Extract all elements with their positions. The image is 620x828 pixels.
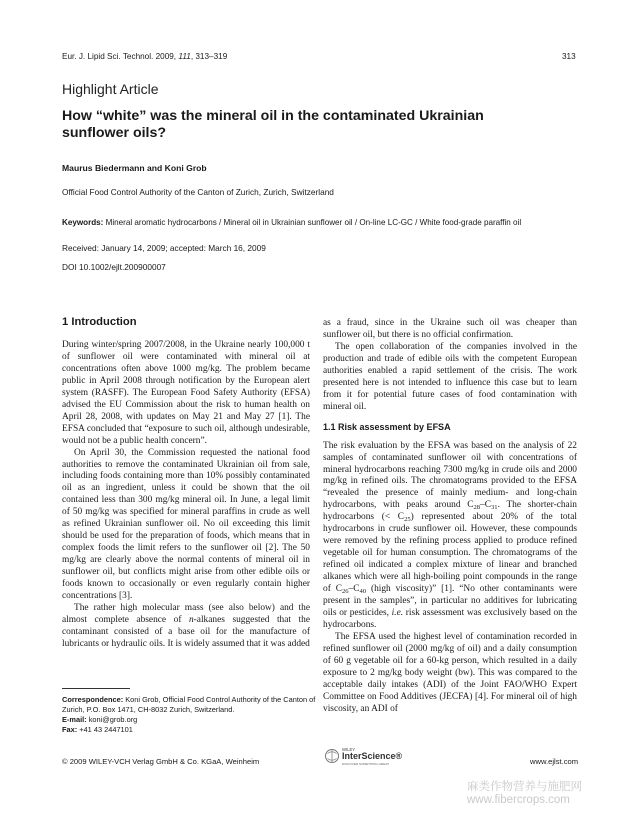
svg-text:DISCOVER SOMETHING GREAT: DISCOVER SOMETHING GREAT bbox=[342, 762, 390, 766]
journal-website[interactable]: www.ejlst.com bbox=[530, 757, 579, 766]
journal-citation: Eur. J. Lipid Sci. Technol. 2009, 111, 313–319 bbox=[62, 52, 228, 61]
watermark: 麻类作物营养与施肥网 www.fibercrops.com bbox=[467, 781, 582, 806]
affiliation: Official Food Control Authority of the Canton of Zurich, Zurich, Switzerland bbox=[62, 187, 334, 197]
email-link[interactable]: koni@grob.org bbox=[86, 715, 138, 724]
keywords: Keywords: Mineral aromatic hydrocarbons / Mineral oil in Ukrainian sunflower oil / On-line LC-GC / White food-grade paraffin oil bbox=[62, 218, 522, 227]
authors: Maurus Biedermann and Koni Grob bbox=[62, 163, 207, 173]
wiley-interscience-logo bbox=[324, 744, 416, 768]
paragraph: On April 30, the Commission requested the national food authorities to remove the contaminated Ukrainian oil from sale, including foods containing more than 10% possibly contaminated oil as an ingredient, unless it could be shown that the oil contained less than 300 mg/kg mineral oil. In June, a legal limit of 50 mg/kg was specified for mineral paraffins in crude as well as refined Ukrainian sunflower oil. No oil exceeding this limit should be used for the preparation of foods, which means that in complex foods the limit refers to the sunflower oil [2]. The 50 mg/kg are clearly above the normal contents of mineral oil in sunflower oil, but conflicts might arise from other edible oils or foods known to occasionally or even regularly contain higher concentrations [3]. bbox=[62, 447, 310, 602]
footnote-rule bbox=[62, 688, 130, 689]
paragraph: The risk evaluation by the EFSA was based on the analysis of 22 samples of contaminated sunflower oil with concentrations of mineral hydrocarbons reaching 7300 mg/kg in crude oils and 2000 mg/kg in refined oils. The chromatograms provided to the EFSA “revealed the presence of mainly medium- and long-chain hydrocarbons, with peaks around $C_{28}-C_{31}$. The shorter-chain hydrocarbons (< $C_{25}$) represented about 20% of the total hydrocarbons in crude sunflower oil. However, these compounds were removed by the refining process applied to produce refined vegetable oil for human consumption. The chromatograms of the refined oil indicated a complex mixture of linear and branched alkanes which were all high-boiling point compounds in the range of $C_{26}-C_{40}$ (high viscosity)” [1]. “No other contaminants were present in the samples”, in particular no additives for lubricating oils or pesticides, i.e. risk assessment was exclusively based on the hydrocarbons. bbox=[323, 440, 578, 630]
correspondence: Correspondence: Koni Grob, Official Food Control Authority of the Canton of Zurich, P.O. Box 1471, CH-8032 Zurich, Switzerland. E-mail: koni@grob.org Fax: +41 43 2447101 bbox=[62, 695, 316, 734]
copyright: © 2009 WILEY-VCH Verlag GmbH & Co. KGaA, Weinheim bbox=[62, 757, 260, 766]
section-heading-introduction: 1 Introduction bbox=[62, 316, 137, 328]
paragraph: The open collaboration of the companies involved in the production and trade of edible oils with the competent European authorities enabled a rapid settlement of the crisis. The work presented here is not intended to influence this case but to learn from it for potential future cases of food contamination with mineral oil. bbox=[323, 341, 577, 412]
journal-volume: 111 bbox=[178, 52, 191, 61]
paragraph: During winter/spring 2007/2008, in the Ukraine nearly 100,000 t of sunflower oil were contaminated with mineral oil at concentrations often above 1000 mg/kg. The problem became public in April 2008 through notification by the European alert system (RASFF). The European Food Safety Authority (EFSA) advised the EU Commission about the risk to human health on April 28, 2008, with updates on May 21 and May 27 [1]. The EFSA concluded that “exposure to such oil, although undesirable, would not be a public health concern”. bbox=[62, 340, 310, 446]
paragraph: The EFSA used the highest level of contamination recorded in refined sunflower oil (2000 mg/kg of oil) and a daily consumption of 60 g vegetable oil for a 60-kg person, which resulted in a daily exposure to 2 mg/kg body weight (bw). This was compared to the acceptable daily intakes (ADI) of the Joint FAO/WHO Expert Committee on Food Additives (JECFA) [4]. For mineral oil of high viscosity, an ADI of bbox=[323, 631, 577, 714]
paragraph: The rather high molecular mass (see also below) and the almost complete absence of n-alkanes suggested that the contaminant consisted of a base oil for the manufacture of lubricants or hydraulic oils. It is widely assumed that it was added bbox=[62, 602, 310, 649]
article-title: How “white” was the mineral oil in the contaminated Ukrainian sunflower oils? bbox=[62, 108, 484, 141]
left-column bbox=[62, 316, 310, 651]
svg-text:WILEY: WILEY bbox=[342, 747, 356, 752]
svg-text:InterScience®: InterScience® bbox=[342, 751, 403, 761]
subsection-heading-risk-assessment: 1.1 Risk assessment by EFSA bbox=[323, 421, 451, 432]
right-column bbox=[323, 318, 577, 716]
paragraph: as a fraud, since in the Ukraine such oil was cheaper than sunflower oil, but there is no official confirmation. bbox=[323, 318, 577, 340]
doi[interactable]: DOI 10.1002/ejlt.200900007 bbox=[62, 262, 166, 272]
article-type: Highlight Article bbox=[62, 81, 159, 97]
page-number: 313 bbox=[562, 52, 576, 61]
keywords-label: Keywords: bbox=[62, 218, 104, 227]
received-dates: Received: January 14, 2009; accepted: March 16, 2009 bbox=[62, 243, 266, 253]
